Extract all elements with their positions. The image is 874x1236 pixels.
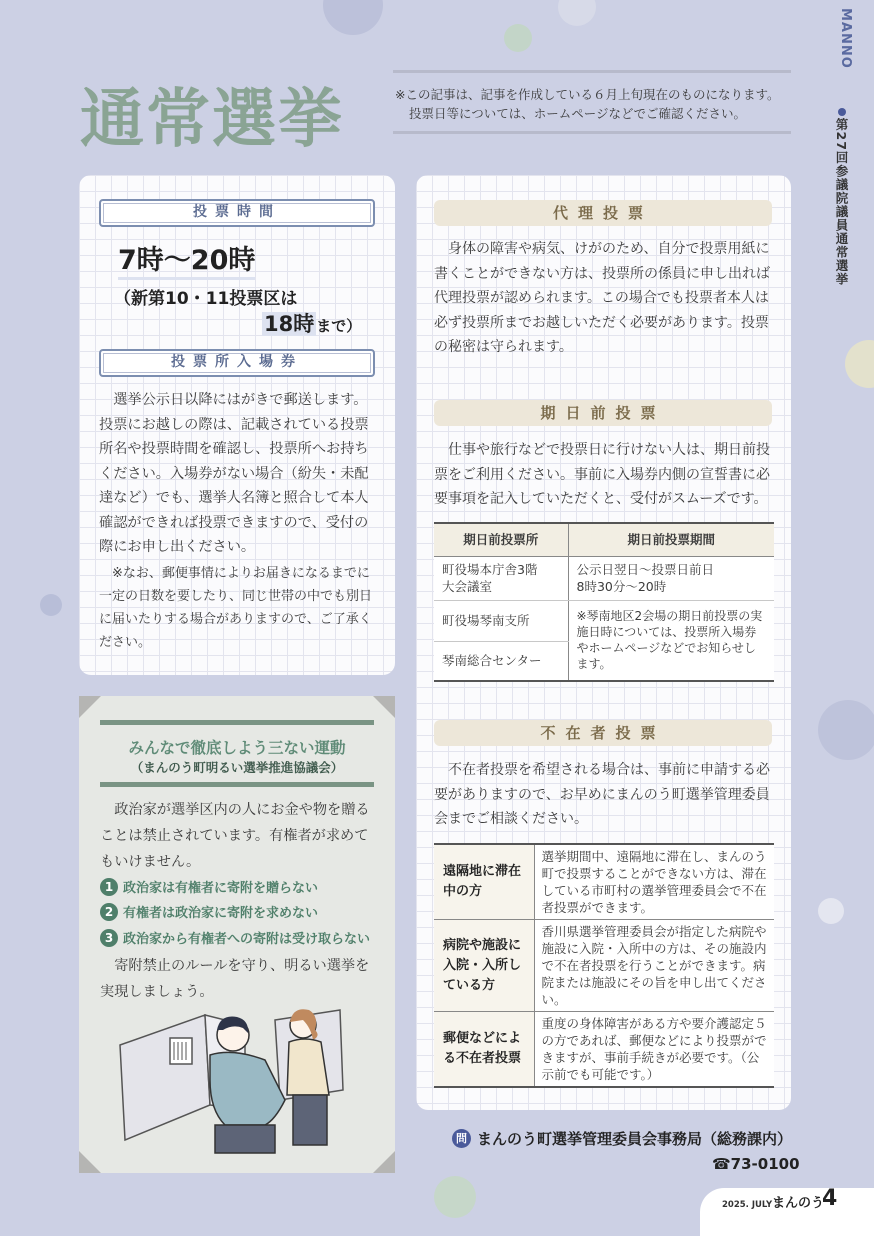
table-row	[434, 920, 774, 1012]
admission-ticket-body: 選挙公示日以降にはがきで郵送します。投票にお越しの際は、記載されている投票所名や投票時間を確認し、投票所へお持ちください。入場券がない場合（紛失・未配達など）でも、選挙人名簿と照合して本人確認ができれば投票できますので、受付の際にお申し出ください。	[99, 392, 369, 555]
decorative-circle	[504, 24, 532, 52]
voting-booth-illustration	[115, 1000, 370, 1160]
inquiry-icon: 問	[452, 1129, 471, 1148]
movement-closing: 寄附禁止のルールを守り、明るい選挙を実現しましょう。	[100, 958, 370, 1000]
sidebar-section-title: 第27回参議院議員通常選挙	[834, 118, 849, 286]
corner-decoration	[373, 1151, 395, 1173]
table-cell-place: 町役場琴南支所	[434, 600, 568, 641]
movement-bottom-bar	[100, 782, 374, 787]
notice-line-1: ※この記事は、記事を作成している６月上旬現在のものになります。	[395, 87, 780, 102]
voting-hours-heading: 投票時間	[99, 199, 375, 227]
absentee-desc: 選挙期間中、遠隔地に滞在し、まんのう町で投票することができない方は、滞在している市町村の選挙管理委員会で不在者投票ができます。	[534, 844, 774, 920]
table-cell-place: 琴南総合センター	[434, 641, 568, 681]
table-row	[434, 1012, 774, 1088]
movement-rule-3	[100, 928, 370, 947]
sidebar-logo: MANNO	[838, 8, 853, 69]
table-row	[434, 600, 774, 641]
absentee-voting-heading: 不在者投票	[434, 720, 772, 746]
decorative-circle	[845, 340, 874, 388]
movement-intro: 政治家が選挙区内の人にお金や物を贈ることは禁止されています。有権者が求めてもいけません。	[100, 802, 370, 870]
voting-hours-exception: （新第10・11投票区は	[114, 289, 298, 309]
exception-time: 18時	[264, 312, 315, 336]
table-cell-period	[568, 556, 774, 600]
decorative-circle	[818, 700, 874, 760]
absentee-desc: 香川県選挙管理委員会が指定した病院や施設に入院・入所中の方は、その施設内で不在者投票を行うことができます。病院または施設にその旨を申し出てください。	[534, 920, 774, 1012]
movement-title: みんなで徹底しよう三ない運動	[128, 739, 346, 757]
contact-office-name: まんのう町選挙管理委員会事務局（総務課内）	[477, 1130, 793, 1148]
table-cell-place	[434, 556, 568, 600]
corner-decoration	[79, 696, 101, 718]
number-1-icon: 1	[100, 878, 118, 896]
exception-suffix: まで）	[316, 317, 362, 335]
decorative-circle	[323, 0, 383, 35]
period-line: 8時30分〜20時	[576, 579, 667, 594]
admission-ticket-note: ※なお、郵便事情によりお届きになるまでに一定の日数を要したり、同じ世帯の中でも別日に届いたりする場合がありますので、ご了承ください。	[99, 566, 373, 650]
absentee-label: 病院や施設に入院・入所している方	[434, 920, 534, 1012]
decorative-circle	[818, 898, 844, 924]
period-line: 公示日翌日〜投票日前日	[576, 562, 715, 577]
absentee-desc: 重度の身体障害がある方や要介護認定５の方であれば、郵便などにより投票ができますが、事前手続きが必要です。（公示前でも可能です。）	[534, 1012, 774, 1088]
decorative-circle	[434, 1176, 476, 1218]
absentee-voting-table	[434, 843, 774, 1088]
footer-date: 2025. JULY	[722, 1200, 773, 1210]
corner-decoration	[79, 1151, 101, 1173]
rule-text: 政治家は有権者に寄附を贈らない	[123, 881, 319, 896]
page-title: 通常選挙	[80, 83, 344, 157]
early-voting-table	[434, 522, 774, 682]
contact-office	[452, 1128, 792, 1149]
page-number: 4	[822, 1186, 838, 1211]
early-voting-heading: 期日前投票	[434, 400, 772, 426]
rule-text: 政治家から有権者への寄附は受け取らない	[123, 932, 371, 947]
admission-ticket-heading: 投票所入場券	[99, 349, 375, 377]
absentee-label: 郵便などによる不在者投票	[434, 1012, 534, 1088]
voting-hours-exception-time	[262, 308, 361, 338]
corner-decoration	[373, 696, 395, 718]
rule-text: 有権者は政治家に寄附を求めない	[123, 906, 319, 921]
movement-rule-2	[100, 902, 318, 921]
notice-line-2: 投票日等については、ホームページなどでご確認ください。	[409, 106, 747, 121]
number-2-icon: 2	[100, 903, 118, 921]
proxy-voting-body: 身体の障害や病気、けがのため、自分で投票用紙に書くことができない方は、投票所の係員に申し出れば代理投票が認められます。この場合でも投票者本人は必ず投票所までお越しいただく必要があります。投票の秘密は守られます。	[434, 241, 770, 355]
place-line: 町役場本庁舎3階	[442, 562, 538, 577]
absentee-voting-body: 不在者投票を希望される場合は、事前に申請する必要がありますので、お早めにまんのう町選挙管理委員会までご相談ください。	[434, 762, 770, 827]
table-row	[434, 556, 774, 600]
footer-magazine-logo: まんのう	[772, 1196, 825, 1211]
sidebar-bullet-icon	[838, 108, 846, 116]
movement-subtitle: （まんのう町明るい選挙推進協議会）	[130, 760, 344, 775]
place-line: 大会議室	[442, 579, 493, 594]
decorative-circle	[558, 0, 596, 26]
table-header-row	[434, 523, 774, 556]
article-notice	[393, 70, 791, 134]
proxy-voting-heading: 代理投票	[434, 200, 772, 226]
contact-phone: ☎73-0100	[712, 1155, 800, 1173]
voting-hours-time: 7時〜20時	[118, 238, 255, 280]
movement-rule-1	[100, 877, 318, 896]
number-3-icon: 3	[100, 929, 118, 947]
table-row	[434, 844, 774, 920]
decorative-circle	[40, 594, 62, 616]
absentee-label: 遠隔地に滞在中の方	[434, 844, 534, 920]
movement-top-bar	[100, 720, 374, 725]
early-voting-body: 仕事や旅行などで投票日に行けない人は、期日前投票をご利用ください。事前に入場券内側の宣誓書に必要事項を記入していただくと、受付がスムーズです。	[434, 442, 770, 507]
table-cell-period: ※琴南地区2会場の期日前投票の実施日時については、投票所入場券やホームページなどでお知らせします。	[568, 600, 774, 681]
table-header-place: 期日前投票所	[434, 523, 568, 556]
table-header-period: 期日前投票期間	[568, 523, 774, 556]
